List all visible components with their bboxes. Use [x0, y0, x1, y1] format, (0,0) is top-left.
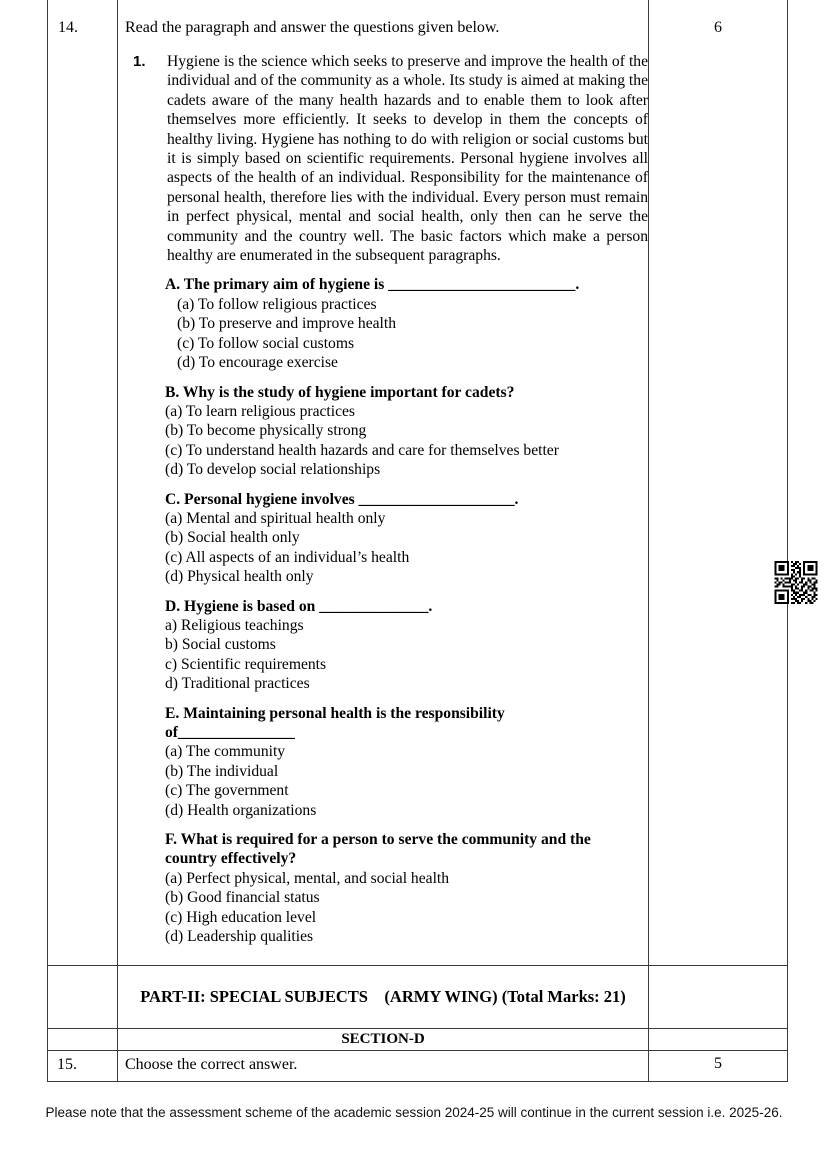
sub-question-e-heading: E. Maintaining personal health is the responsibility: [165, 704, 505, 722]
option-a: a) Religious teachings: [165, 616, 304, 634]
sub-question-f: [165, 830, 640, 946]
option-a: (a) To follow religious practices: [177, 295, 377, 313]
table-row-question-14: [48, 0, 787, 966]
sub-question-f-options: [165, 869, 640, 947]
option-a: (a) The community: [165, 743, 286, 761]
sub-question-b-options: [165, 402, 640, 480]
option-d: (d) Leadership qualities: [165, 928, 314, 946]
option-a: (a) To learn religious practices: [165, 402, 355, 420]
option-b: (b) To preserve and improve health: [177, 315, 397, 333]
question-15-number: 15.: [48, 1051, 118, 1081]
option-b: (b) Social health only: [165, 529, 300, 547]
option-a: (a) Mental and spiritual health only: [165, 509, 386, 527]
table-row-part2-heading: [48, 966, 787, 1029]
sub-question-f-heading-line2: country effectively?: [165, 850, 297, 868]
sub-question-c-heading: C. Personal hygiene involves ____________________.: [165, 490, 519, 508]
empty-marks-cell: [649, 1029, 787, 1050]
question-14-marks: 6: [714, 19, 722, 36]
sub-question-a-options: [177, 295, 640, 373]
sub-question-e-heading-line2: of_______________: [165, 724, 295, 741]
question-14-content: [118, 0, 649, 965]
passage-paragraph: Hygiene is the science which seeks to preserve and improve the health of the individual and of the community as a whole. Its study is aimed at making the cadets aware of the many health hazards and to enable them to look after themselves more efficiently. It seeks to develop in them the concepts of healthy living. Hygiene has nothing to do with religion or social customs but it is simply based on scientific requirements. Personal hygiene involves all aspects of the health of an individual. Responsibility for the maintenance of personal health, therefore lies with the individual. Every person must remain in perfect physical, mental and social health, only then can he serve the community and the country well. The basic factors which make a person healthy are enumerated in the subsequent paragraphs.: [167, 53, 648, 265]
option-b: (b) To become physically strong: [165, 422, 367, 440]
sub-question-e: [165, 704, 640, 820]
option-d: (d) Physical health only: [165, 568, 314, 586]
option-b: (b) Good financial status: [165, 889, 320, 907]
part2-heading: PART-II: SPECIAL SUBJECTS (ARMY WING) (Total Marks: 21): [118, 966, 649, 1028]
question-14-number: 14.: [48, 0, 118, 965]
option-c: c) Scientific requirements: [165, 655, 327, 673]
question-14-instruction: Read the paragraph and answer the questions given below.: [125, 19, 500, 36]
option-c: (c) High education level: [165, 908, 317, 926]
sub-question-e-options: [165, 742, 640, 820]
table-row-question-15: [48, 1051, 787, 1082]
question-table: [47, 0, 788, 1082]
option-d: (d) To encourage exercise: [177, 354, 338, 372]
question-15-marks: 5: [714, 1055, 722, 1072]
sub-question-c: [165, 490, 640, 587]
sub-question-a-heading: A. The primary aim of hygiene is ________________________.: [165, 276, 580, 294]
sub-question-f-heading: F. What is required for a person to serve the community and the: [165, 831, 591, 849]
sub-question-b-heading: B. Why is the study of hygiene important for cadets?: [165, 383, 515, 401]
sub-question-d-heading: D. Hygiene is based on ______________.: [165, 597, 433, 615]
sub-question-d: [165, 597, 640, 694]
option-d: d) Traditional practices: [165, 675, 310, 693]
sub-question-b: [165, 383, 640, 480]
option-a: (a) Perfect physical, mental, and social health: [165, 869, 450, 887]
empty-marks-cell: [649, 966, 787, 1028]
empty-number-cell: [48, 966, 118, 1028]
option-c: (c) To follow social customs: [177, 334, 355, 352]
sub-question-d-options: [165, 616, 640, 694]
sub-question-c-options: [165, 509, 640, 587]
option-c: (c) All aspects of an individual’s health: [165, 548, 410, 566]
empty-number-cell: [48, 1029, 118, 1050]
option-c: (c) The government: [165, 782, 289, 800]
section-heading: SECTION-D: [118, 1029, 649, 1050]
option-b: (b) The individual: [165, 762, 279, 780]
qr-code: [772, 561, 820, 604]
table-row-section-heading: [48, 1029, 787, 1051]
sub-question-a: [165, 275, 640, 372]
passage-block: [133, 52, 648, 265]
option-d: (d) To develop social relationships: [165, 461, 381, 479]
footer-note: Please note that the assessment scheme of the academic session 2024-25 will continue in the current session i.e. 2025-26.: [45, 1105, 783, 1120]
option-b: b) Social customs: [165, 636, 276, 654]
list-marker: 1.: [133, 53, 146, 70]
option-c: (c) To understand health hazards and care for themselves better: [165, 441, 559, 459]
question-15-instruction: Choose the correct answer.: [118, 1051, 649, 1081]
option-d: (d) Health organizations: [165, 801, 317, 819]
